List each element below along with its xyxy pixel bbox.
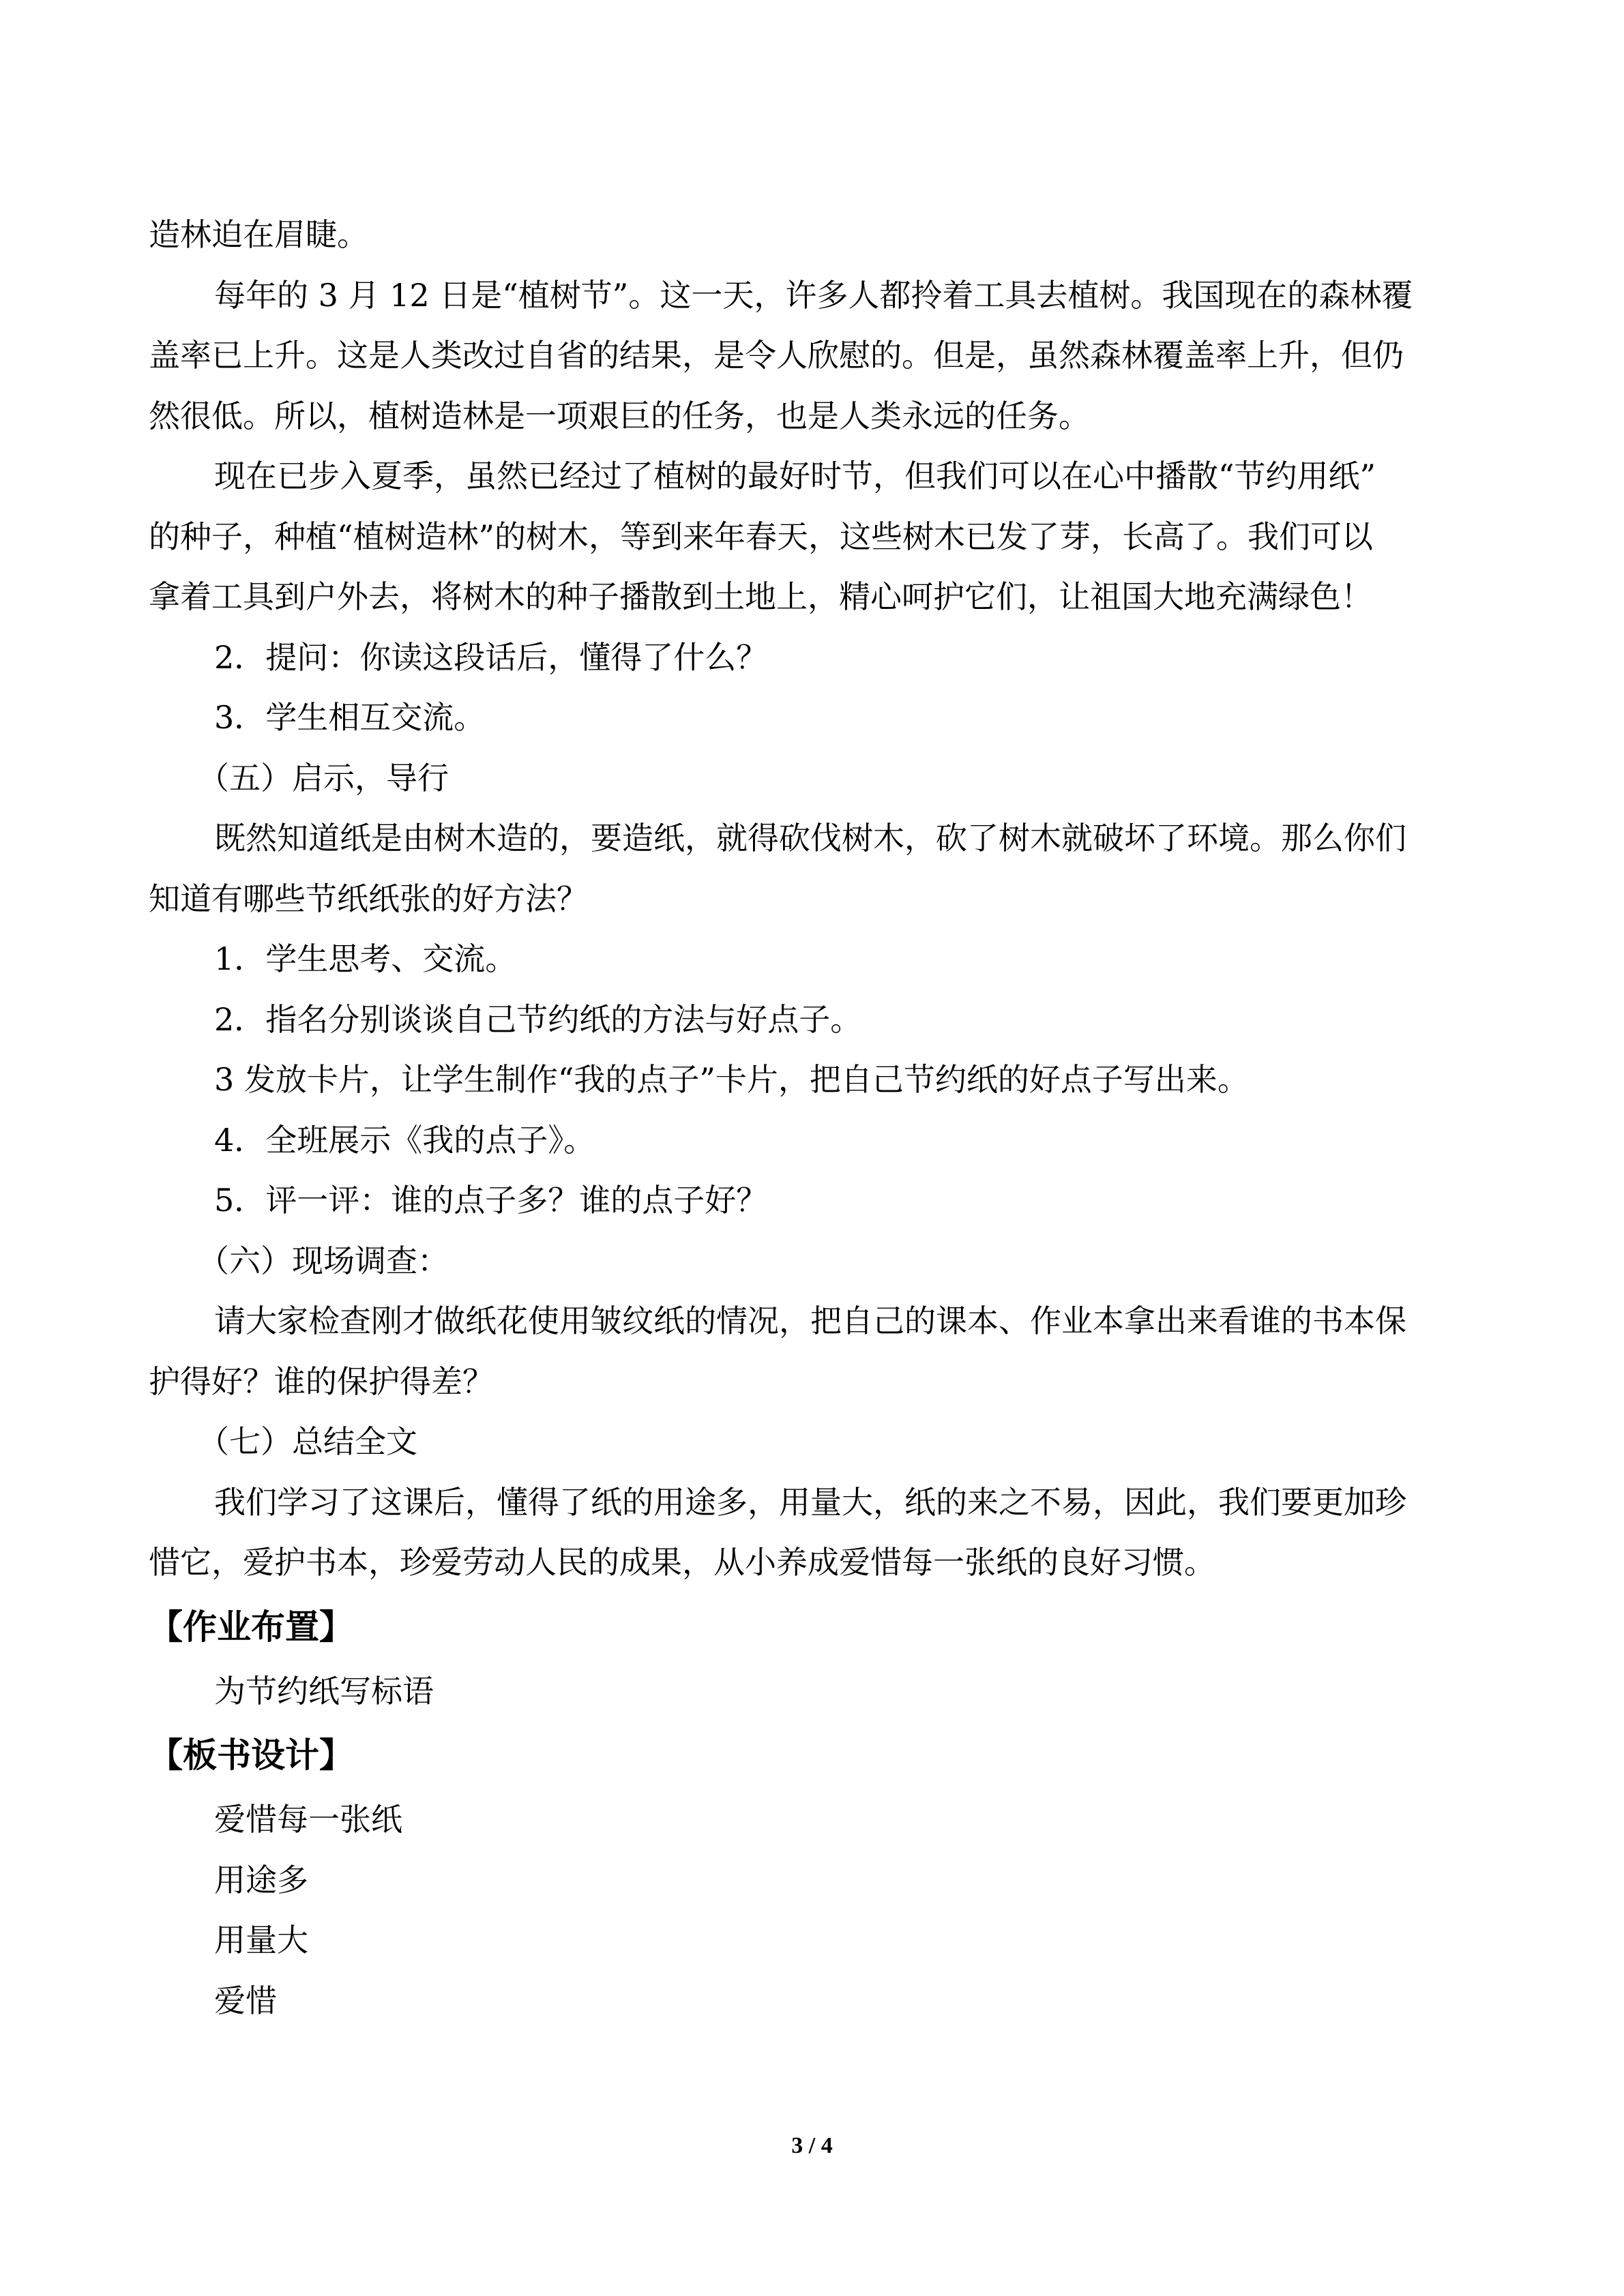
page-number: 3 / 4: [791, 2133, 833, 2158]
homework-text: 为节约纸写标语: [214, 1672, 434, 1710]
section-title: （七）总结全文: [198, 1423, 417, 1460]
board-design-list: [149, 1789, 1475, 2031]
homework-heading: 【作业布置】: [149, 1607, 353, 1647]
paragraph-line: 现在已步入夏季，虽然已经过了植树的最好时节，但我们可以在心中播散“节约用纸”: [214, 458, 1376, 494]
paragraph-line: 盖率已上升。这是人类改过自省的结果，是令人欣慰的。但是，虽然森林覆盖率上升，但仍: [149, 337, 1404, 374]
paragraph-line: 我们学习了这课后，懂得了纸的用途多，用量大，纸的来之不易，因此，我们要更加珍: [214, 1483, 1406, 1521]
paragraph-line: 然很低。所以，植树造林是一项艰巨的任务，也是人类永远的任务。: [149, 397, 1090, 434]
paragraph-line: 拿着工具到户外去，将树木的种子播散到土地上，精心呵护它们，让祖国大地充满绿色！: [149, 578, 1372, 615]
paragraph-line: 的种子，种植“植树造林”的树木，等到来年春天，这些树木已发了芽，长高了。我们可以: [149, 518, 1374, 555]
paragraph-line: 每年的 3 月 12 日是“植树节”。这一天，许多人都拎着工具去植树。我国现在的森林覆: [214, 276, 1413, 314]
section-title: （五）启示，导行: [198, 759, 449, 796]
list-item: 3．学生相互交流。: [214, 699, 486, 736]
list-item: 1．学生思考、交流。: [214, 940, 517, 977]
document-body: [149, 205, 1475, 2031]
paragraph-line: 知道有哪些节纸纸张的好方法？: [149, 880, 588, 917]
board-item: 爱惜每一张纸: [214, 1801, 402, 1838]
list-item: 5．评一评：谁的点子多？谁的点子好？: [214, 1182, 768, 1219]
paragraph-line: 既然知道纸是由树木造的，要造纸，就得砍伐树木，砍了树木就破坏了环境。那么你们: [214, 820, 1406, 856]
list-item: 2．指名分别谈谈自己节约纸的方法与好点子。: [214, 1000, 862, 1038]
paragraph-line: 护得好？谁的保护得差？: [149, 1362, 494, 1400]
list-item: 3 发放卡片，让学生制作“我的点子”卡片，把自己节约纸的好点子写出来。: [214, 1061, 1249, 1098]
board-item: 用途多: [214, 1861, 308, 1898]
paragraph-line: 造林迫在眉睫。: [149, 216, 368, 253]
list-item: 2．提问：你读这段话后，懂得了什么？: [214, 638, 768, 676]
paragraph-line: 惜它，爱护书本，珍爱劳动人民的成果，从小养成爱惜每一张纸的良好习惯。: [149, 1544, 1215, 1581]
section-title: （六）现场调查：: [198, 1242, 449, 1279]
board-design-heading: 【板书设计】: [149, 1735, 353, 1775]
list-item: 4．全班展示《我的点子》。: [214, 1121, 595, 1159]
board-item: 用量大: [214, 1922, 308, 1958]
paragraph-line: 请大家检查刚才做纸花使用皱纹纸的情况，把自己的课本、作业本拿出来看谁的书本保: [214, 1302, 1406, 1339]
board-item: 爱惜: [214, 1982, 277, 2019]
